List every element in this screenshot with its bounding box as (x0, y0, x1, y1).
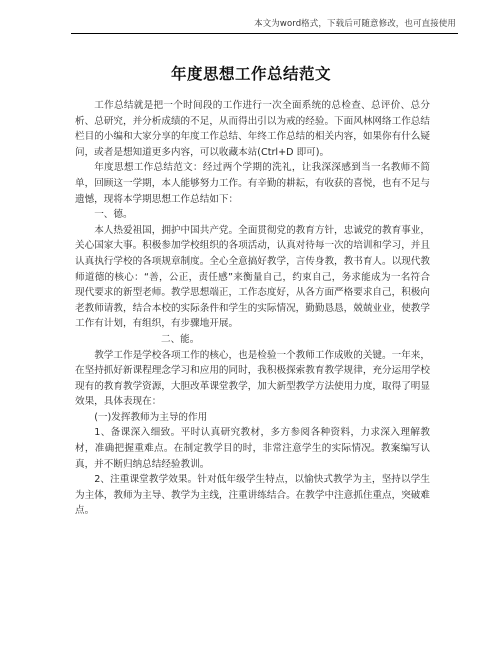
header-note: 本文为word格式，下载后可随意修改，也可直接使用 (254, 19, 456, 29)
item-1-paragraph: 1、备课深入细致。平时认真研究教材，多方参阅各种资料，力求深入理解教材，准确把握重难点。在制定教学目的时，非常注意学生的实际情况。教案编写认真，并不断归纳总结经验教训。 (75, 427, 430, 470)
document-title: 年度思想工作总结范文 (170, 65, 331, 83)
subsection-heading: (一)发挥教师为主导的作用 (94, 411, 208, 423)
document-body (75, 98, 430, 519)
intro-paragraph: 工作总结就是把一个时间段的工作进行一次全面系统的总检查、总评价、总分析、总研究，并分析成绩的不足，从而得出引以为戒的经验。下面风林网络工作总结栏目的小编和大家分享的年度工作总结、年终工作总结的相关内容，如果你有什么疑问，或者是想知道更多内容，可以收藏本站(Ctrl+D 即可)。 (75, 100, 430, 158)
de-paragraph: 本人热爱祖国，拥护中国共产党。全面贯彻党的教育方针，忠诚党的教育事业，关心国家大事。积极参加学校组织的各项活动，认真对待每一次的培训和学习，并且认真执行学校的各项规章制度。全心全意搞好教学，言传身教，教书育人。以现代教师道德的核心：“善，公正，责任感”来衡量自己，约束自己，务求能成为一名符合现代要求的新型老师。教学思想端正，工作态度好，从各方面严格要求自己，积极向老教师请教，结合本校的实际条件和学生的实际情况，勤勤恳恳，兢兢业业，使教学工作有计划，有组织，有步骤地开展。 (75, 224, 430, 330)
header-divider (71, 33, 458, 34)
section-heading-neng: 二、能。 (161, 333, 200, 345)
neng-paragraph: 教学工作是学校各项工作的核心，也是检验一个教师工作成败的关键。一年来，在坚持抓好新课程理念学习和应用的同时，我积极探索教育教学规律，充分运用学校现有的教育教学资源，大胆改革课堂教学，加大新型教学方法使用力度，取得了明显效果，具体表现在： (75, 349, 430, 408)
section-heading-de: 一、德。 (94, 209, 133, 221)
item-2-paragraph: 2、注重课堂教学效果。针对低年级学生特点，以愉快式教学为主，坚持以学生为主体，教师为主导、教学为主线，注重讲练结合。在教学中注意抓住重点，突破难点。 (75, 474, 430, 517)
summary-paragraph: 年度思想工作总结范文：经过两个学期的洗礼，让我深深感到当一名教师不简单，回顾这一学期，本人能够努力工作。有辛勤的耕耘，有收获的喜悦，也有不足与遗憾，现将本学期思想工作总结如下： (75, 162, 430, 205)
